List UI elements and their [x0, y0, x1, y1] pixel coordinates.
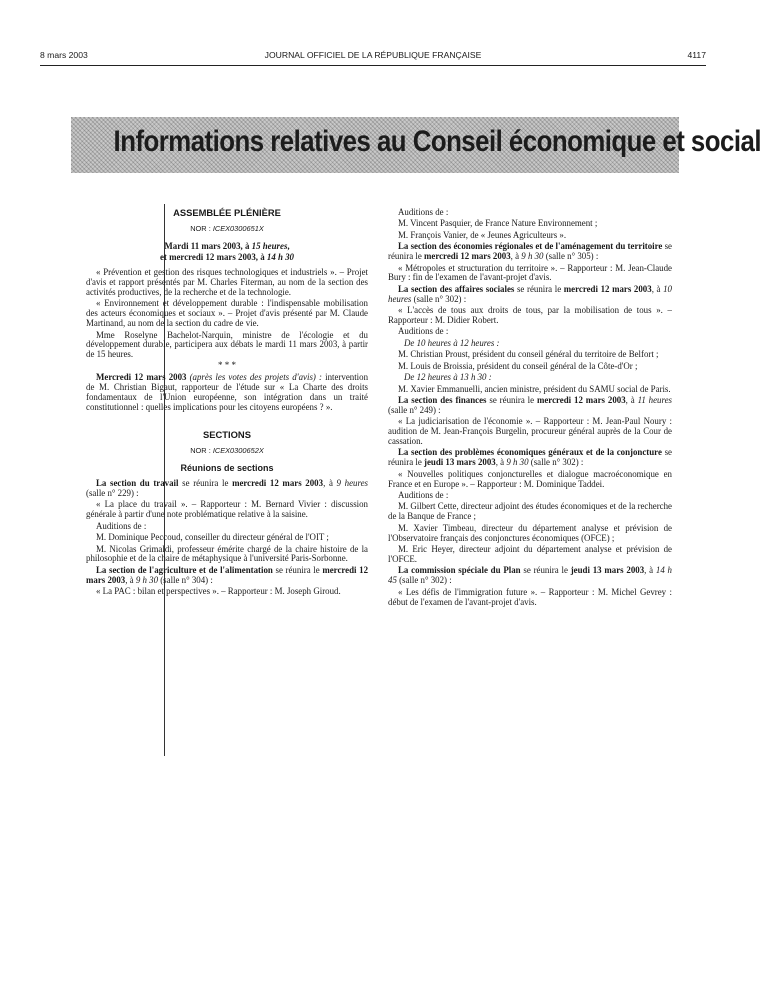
agenda-paragraph: Auditions de : [398, 207, 449, 217]
agenda-paragraph: M. Eric Heyer, directeur adjoint du département analyse et prévision de l'OFCE. [388, 544, 672, 564]
header-page-number: 4117 [687, 50, 706, 60]
section-meeting-announcement: La section de l'agriculture et de l'alimentation se réunira le mercredi 12 mars 2003, à 9 h 30 (salle n° 304) : [86, 564, 369, 585]
agenda-paragraph: M. Vincent Pasquier, de France Nature Environnement ; [398, 218, 598, 229]
agenda-paragraph: M. Nicolas Grimaldi, professeur émérite chargé de la chaire histoire de la philosophie et de la chaire de métaphysique à l'université Paris-Sorbonne. [86, 543, 368, 564]
session-date-1: Mardi 11 mars 2003, à 15 heures, [164, 240, 290, 251]
assembly-heading: ASSEMBLÉE PLÉNIÈRE [173, 207, 281, 218]
sections-heading: SECTIONS [203, 429, 251, 441]
section-meeting-announcement: La section des problèmes économiques généraux et de la conjoncture se réunira le jeudi 13 mars 2003, à 9 h 30 (salle n° 302) : [388, 447, 672, 468]
agenda-paragraph: M. Xavier Timbeau, directeur du département analyse et prévision de l'Observatoire français des conjonctures économiques (OFCE) ; [388, 522, 672, 543]
time-slot: De 10 heures à 12 heures : [404, 337, 500, 348]
meetings-subheading: Réunions de sections [180, 463, 274, 474]
header-journal-title: JOURNAL OFFICIEL DE LA RÉPUBLIQUE FRANÇAISE [264, 50, 482, 60]
nor-reference: NOR : ICEX0300652X [190, 446, 264, 456]
running-header [40, 47, 706, 66]
agenda-paragraph: « La place du travail ». – Rapporteur : M. Bernard Vivier : discussion générale à partir d'une note problématique relative à la saisine. [86, 499, 368, 520]
agenda-paragraph: Auditions de : [398, 490, 449, 501]
agenda-paragraph: M. Gilbert Cette, directeur adjoint des études économiques et de la recherche de la Banque de France ; [388, 501, 672, 522]
agenda-paragraph: « Prévention et gestion des risques technologiques et industriels ». – Projet d'avis et rapport présentés par M. Charles Fiterman, au nom de la section des activités productives, de la recherche et de la technologie. [86, 267, 368, 297]
time-slot: De 12 heures à 13 h 30 : [404, 372, 492, 383]
agenda-paragraph: M. Dominique Peccoud, conseiller du directeur général de l'OIT ; [96, 532, 329, 543]
agenda-paragraph: « L'accès de tous aux droits de tous, par la mobilisation de tous ». – Rapporteur : M. Didier Robert. [388, 305, 672, 326]
section-meeting-announcement: La section des finances se réunira le mercredi 12 mars 2003, à 11 heures (salle n° 249) : [388, 394, 672, 415]
header-date: 8 mars 2003 [40, 50, 88, 60]
agenda-paragraph: Mme Roselyne Bachelot-Narquin, ministre de l'écologie et du développement durable, participera aux débats le mardi 11 mars 2003, à partir de 15 heures. [86, 329, 368, 360]
agenda-paragraph: « Métropoles et structuration du territoire ». – Rapporteur : M. Jean-Claude Bury : fin de l'examen de l'avant-projet d'avis. [388, 262, 672, 283]
agenda-paragraph: « La PAC : bilan et perspectives ». – Rapporteur : M. Joseph Giroud. [96, 586, 341, 597]
agenda-paragraph: M. François Vanier, de « Jeunes Agriculteurs ». [398, 229, 567, 240]
agenda-paragraph: « Environnement et développement durable : l'indispensable mobilisation des acteurs économiques et sociaux ». – Projet d'avis présenté par M. Claude Martinand, au nom de la section du cadre de vie. [86, 298, 368, 329]
agenda-paragraph: « La judiciarisation de l'économie ». – Rapporteur : M. Jean-Paul Noury : audition de M. Jean-François Burgelin, procureur général auprès de la Cour de cassation. [388, 416, 672, 447]
agenda-paragraph: M. Louis de Broissia, président du conseil général de la Côte-d'Or ; [398, 360, 638, 371]
banner-title: Informations relatives au Conseil économique et social [113, 125, 761, 158]
section-meeting-announcement: La section des affaires sociales se réunira le mercredi 12 mars 2003, à 10 heures (salle n° 302) : [388, 283, 672, 304]
agenda-paragraph: « Nouvelles politiques conjoncturelles et dialogue macroéconomique en France et en Europe ». – Rapporteur : M. Dominique Taddei. [388, 468, 672, 489]
agenda-paragraph: M. Xavier Emmanuelli, ancien ministre, président du SAMU social de Paris. [398, 383, 671, 394]
section-meeting-announcement: La commission spéciale du Plan se réunira le jeudi 13 mars 2003, à 14 h 45 (salle n° 302) : [388, 565, 672, 586]
nor-reference: NOR : ICEX0300651X [190, 223, 264, 233]
section-banner [71, 117, 761, 173]
right-column [388, 208, 672, 609]
separator-stars: * * * [218, 360, 236, 371]
agenda-paragraph: « Les défis de l'immigration future ». – Rapporteur : M. Michel Gevrey : début de l'examen de l'avant-projet d'avis. [388, 586, 672, 607]
session-date-2: et mercredi 12 mars 2003, à 14 h 30 [159, 252, 294, 263]
agenda-paragraph: Auditions de : [96, 520, 147, 531]
left-column [86, 208, 368, 599]
agenda-paragraph: Auditions de : [398, 326, 449, 337]
section-meeting-announcement: La section du travail se réunira le mercredi 12 mars 2003, à 9 heures (salle n° 229) : [86, 478, 368, 499]
agenda-paragraph: Mercredi 12 mars 2003 (après les votes des projets d'avis) : intervention de M. Christian Bigaut, rapporteur de l'étude sur « La Charte des droits fondamentaux de l'Union européenne, son intégration dans un traité constitutionnel : quelles implications pour les citoyens européens ? ». [86, 372, 369, 412]
section-meeting-announcement: La section des économies régionales et de l'aménagement du territoire se réunira le mercredi 12 mars 2003, à 9 h 30 (salle n° 305) : [388, 241, 672, 262]
agenda-paragraph: M. Christian Proust, président du conseil général du territoire de Belfort ; [398, 349, 659, 360]
